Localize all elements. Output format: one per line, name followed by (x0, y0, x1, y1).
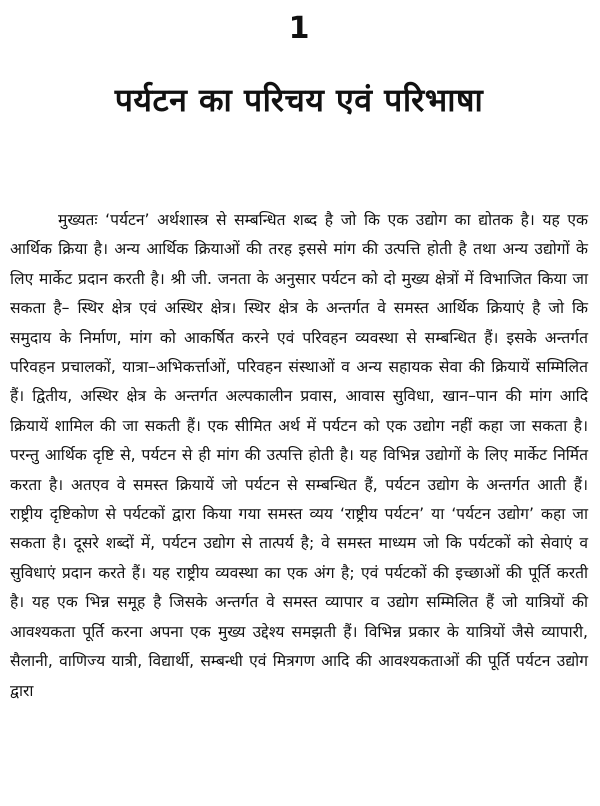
chapter-title: पर्यटन का परिचय एवं परिभाषा (114, 81, 484, 119)
chapter-number: 1 (288, 11, 310, 46)
body-paragraph: मुख्यतः ‘पर्यटन’ अर्थशास्त्र से सम्बन्धित शब्द है जो कि एक उद्योग का द्योतक है। यह एक आर्थिक क्रिया है। अन्य आर्थिक क्रियाओं की तरह इससे मांग की उत्पत्ति होती है तथा अन्य उद्योगों के लिए मार्केट प्रदान करती है। श्री जी. जनता के अनुसार पर्यटन को दो मुख्य क्षेत्रों में विभाजित किया जा सकता है– स्थिर क्षेत्र एवं अस्थिर क्षेत्र। स्थिर क्षेत्र के अन्तर्गत वे समस्त आर्थिक क्रियाएं है जो कि समुदाय के निर्माण, मांग को आकर्षित करने एवं परिवहन व्यवस्था से सम्बन्धित हैं। इसके अन्तर्गत परिवहन प्रचालकों, यात्रा–अभिकर्त्ताओं, परिवहन संस्थाओं व अन्य सहायक सेवा की क्रियायें सम्मिलित हैं। द्वितीय, अस्थिर क्षेत्र के अन्तर्गत अल्पकालीन प्रवास, आवास सुविधा, खान–पान की मांग आदि क्रियायें शामिल की जा सकती हैं। एक सीमित अर्थ में पर्यटन को एक उद्योग नहीं कहा जा सकता है। परन्तु आर्थिक दृष्टि से, पर्यटन से ही मांग की उत्पत्ति होती है। यह विभिन्न उद्योगों के लिए मार्केट निर्मित करता है। अतएव वे समस्त क्रियायें जो पर्यटन से सम्बन्धित हैं, पर्यटन उद्योग के अन्तर्गत आती हैं। राष्ट्रीय दृष्टिकोण से पर्यटकों द्वारा किया गया समस्त व्यय ‘राष्ट्रीय पर्यटन’ या ‘पर्यटन उद्योग’ कहा जा सकता है। दूसरे शब्दों में, पर्यटन उद्योग से तात्पर्य है; वे समस्त माध्यम जो कि पर्यटकों को सेवाएं व सुविधाएं प्रदान करते हैं। यह राष्ट्रीय व्यवस्था का एक अंग है; एवं पर्यटकों की इच्छाओं की पूर्ति करती है। यह एक भिन्न समूह है जिसके अन्तर्गत वे समस्त व्यापार व उद्योग सम्मिलित हैं जो यात्रियों की आवश्यकता पूर्ति करना अपना एक मुख्य उद्देश्य समझती हैं। विभिन्न प्रकार के यात्रियों जैसे व्यापारी, सैलानी, वाणिज्य यात्री, विद्यार्थी, सम्बन्धी एवं मित्रगण आदि की आवश्यकताओं की पूर्ति पर्यटन उद्योग द्वारा (10, 211, 588, 700)
